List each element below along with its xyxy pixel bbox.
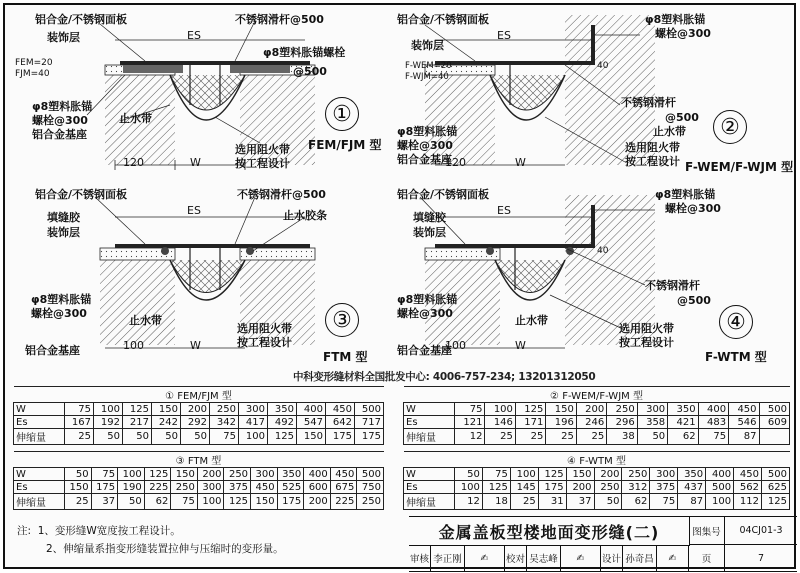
cell: 150 [546,403,576,416]
d4-label-anchor2: φ8塑料胀锚 [397,293,458,306]
d2-label-rod-spacing: @500 [665,111,699,124]
cell: 250 [224,468,251,481]
cell: 25 [65,429,94,445]
cell: 250 [357,494,384,510]
table-header: ③ FTM 型 [14,452,384,468]
cell: 400 [304,468,331,481]
cell: 38 [607,429,637,445]
note-item: 2、伸缩量系指变形缝装置拉伸与压缩时的变形量。 [46,543,284,555]
cell: 312 [622,481,650,494]
notes-prefix: 注: [17,525,32,537]
row-label: 伸缩量 [14,494,65,510]
cell: 250 [607,403,637,416]
d2-label-rod: 不锈钢滑杆 [621,96,676,109]
d3-label-seal-strip: 止水胶条 [283,209,327,222]
d3-label-design: 按工程设计 [237,336,292,349]
type-label-1: FEM/FJM 型 [308,138,382,152]
row-label: Es [404,481,455,494]
d2-label-panel: 铝合金/不锈钢面板 [397,13,490,26]
table-row [404,416,790,429]
review-label: 审核 [409,545,431,572]
d4-dim-100: 100 [445,339,466,352]
cell: 350 [268,403,297,416]
type-label-2: F-WEM/F-WJM 型 [685,160,794,174]
d1-label-panel: 铝合金/不锈钢面板 [35,13,128,26]
d1-label-anchor2: φ8塑料胀锚 [32,100,93,113]
d3-label-anchor: φ8塑料胀锚 [31,293,92,306]
table-header: ④ F-WTM 型 [404,452,790,468]
cell: 75 [171,494,198,510]
cell: 450 [330,468,357,481]
row-label: 伸缩量 [404,494,455,510]
cell: 300 [637,403,667,416]
cell: 342 [210,416,239,429]
d4-label-es: ES [497,204,511,217]
table-row [404,481,790,494]
cell: 200 [181,403,210,416]
title-block [409,516,797,572]
cell: 450 [729,403,759,416]
cell: 87 [678,494,706,510]
cell: 450 [734,468,762,481]
cell: 375 [650,481,678,494]
badge-2: ② [713,110,747,144]
cell: 150 [65,481,92,494]
cell: 246 [576,416,606,429]
cell: 121 [455,416,485,429]
table-row [404,468,790,481]
d2-label-es: ES [497,29,511,42]
cell: 609 [759,416,789,429]
cell: 50 [594,494,622,510]
cell: 250 [171,481,198,494]
cell: 50 [123,429,152,445]
cell: 500 [761,468,789,481]
cell: 350 [277,468,304,481]
table-row [404,494,790,510]
cell: 112 [734,494,762,510]
cell: 125 [144,468,171,481]
cell: 25 [65,494,92,510]
cell: 417 [239,416,268,429]
d1-label-finish: 装饰层 [47,31,80,44]
cell: 437 [678,481,706,494]
cell: 12 [455,494,483,510]
cell: 192 [94,416,123,429]
cell: 500 [357,468,384,481]
cell: 125 [761,494,789,510]
design-name: 孙奇昌 [623,545,657,572]
cell: 175 [91,481,118,494]
atlas-label: 图集号 [689,517,725,545]
cell: 100 [118,468,145,481]
table-row [404,429,790,445]
d3-label-rod: 不锈钢滑杆@500 [237,188,326,201]
d4-label-bolt: 螺栓@300 [665,202,721,215]
row-label: 伸缩量 [404,429,455,445]
check-label: 校对 [505,545,527,572]
cell: 75 [91,468,118,481]
cell: 375 [224,481,251,494]
table-row [14,468,384,481]
cell: 100 [455,481,483,494]
drawing-title: 金属盖板型楼地面变形缝(二) [409,517,690,546]
cell: 125 [538,468,566,481]
cell: 125 [482,481,510,494]
cell: 675 [330,481,357,494]
cell: 300 [650,468,678,481]
d3-label-panel: 铝合金/不锈钢面板 [35,188,128,201]
cell: 200 [566,481,594,494]
d3-label-bolt: 螺栓@300 [31,307,87,320]
d2-label-design: 按工程设计 [625,155,680,168]
cell: 167 [65,416,94,429]
page-number: 7 [725,545,797,572]
cell: 717 [355,416,384,429]
cell: 196 [546,416,576,429]
note-item: 1、变形缝W宽度按工程设计。 [37,525,181,537]
notes [17,522,284,558]
table-row [14,416,384,429]
d2-dim-w: W [515,156,526,169]
row-label: W [404,468,455,481]
cell: 125 [268,429,297,445]
cell: 450 [326,403,355,416]
cell: 75 [65,403,94,416]
table-header: ② F-WEM/F-WJM 型 [404,387,790,403]
d4-label-panel: 铝合金/不锈钢面板 [397,188,490,201]
d4-dim-w: W [515,339,526,352]
design-signature: ✍ [657,545,689,572]
page-label: 页 [689,545,725,572]
cell: 75 [455,403,485,416]
cell: 242 [152,416,181,429]
cell: 250 [622,468,650,481]
cell: 25 [485,429,515,445]
d2-label-anchor2: φ8塑料胀锚 [397,125,458,138]
d3-label-base: 铝合金基座 [25,344,80,357]
row-label: Es [404,416,455,429]
d4-label-waterstop: 止水带 [515,314,548,327]
cell: 292 [181,416,210,429]
d2-label-base: 铝合金基座 [397,153,452,166]
d1-dim-120: 120 [123,156,144,169]
d1-label-anchor: φ8塑料胀锚螺栓 [263,46,346,59]
cell: 200 [576,403,606,416]
spec-table-4 [403,451,790,510]
d1-label-fem: FEM=20 [15,58,53,68]
cell: 642 [326,416,355,429]
cell: 450 [251,481,278,494]
d3-dim-100: 100 [123,339,144,352]
cell: 150 [251,494,278,510]
cell: 150 [152,403,181,416]
cell: 225 [144,481,171,494]
row-label: Es [14,416,65,429]
cell: 50 [637,429,667,445]
drawing-sheet [3,3,796,569]
review-name: 李正刚 [431,545,465,572]
d4-label-base: 铝合金基座 [397,344,452,357]
d2-label-anchor: φ8塑料胀锚 [645,13,706,26]
cell: 525 [277,481,304,494]
cell: 75 [482,468,510,481]
table-row [14,481,384,494]
cell: 75 [650,494,678,510]
cell: 150 [171,468,198,481]
atlas-number: 04CJ01-3 [725,517,797,545]
cell: 350 [668,403,698,416]
d2-label-fwjm: F-WJM=40 [405,72,449,82]
cell: 31 [538,494,566,510]
table-header: ① FEM/FJM 型 [14,387,384,403]
cell: 62 [144,494,171,510]
d2-label-bolt2: 螺栓@300 [397,139,453,152]
cell: 37 [91,494,118,510]
cell: 500 [706,481,734,494]
d1-label-bolt: 螺栓@300 [32,114,88,127]
cell: 546 [729,416,759,429]
d1-label-waterstop: 止水带 [119,112,152,125]
spec-table-3 [13,451,384,510]
cell: 100 [94,403,123,416]
cell: 562 [734,481,762,494]
cell: 125 [515,403,545,416]
d1-label-es: ES [187,29,201,42]
cell: 37 [566,494,594,510]
cell: 87 [729,429,759,445]
cell: 250 [210,403,239,416]
cell: 500 [759,403,789,416]
cell: 483 [698,416,728,429]
cell: 125 [123,403,152,416]
type-label-3: FTM 型 [323,350,368,364]
cell [759,429,789,445]
badge-3: ③ [325,303,359,337]
design-label: 设计 [601,545,623,572]
table-row [404,403,790,416]
cell: 400 [706,468,734,481]
d1-dim-w: W [190,156,201,169]
cell: 25 [576,429,606,445]
cell: 171 [515,416,545,429]
cell: 200 [304,494,331,510]
row-label: W [14,403,65,416]
cell: 145 [510,481,538,494]
cell: 400 [297,403,326,416]
d1-label-firestop: 选用阻火带 [235,143,290,156]
cell: 217 [123,416,152,429]
d1-label-base: 铝合金基座 [32,128,87,141]
d4-label-design: 按工程设计 [619,336,674,349]
d4-label-bolt2: 螺栓@300 [397,307,453,320]
row-label: 伸缩量 [14,429,65,445]
d4-label-finish: 装饰层 [413,226,446,239]
cell: 62 [622,494,650,510]
d3-label-waterstop: 止水带 [129,314,162,327]
spec-table-2 [403,386,790,445]
d2-label-fwem: F-WEM=20 [405,61,452,71]
cell: 75 [210,429,239,445]
cell: 358 [637,416,667,429]
cell: 250 [594,481,622,494]
d2-label-firestop: 选用阻火带 [625,141,680,154]
cell: 547 [297,416,326,429]
d2-dim-40: 40 [597,61,609,71]
cell: 100 [197,494,224,510]
cell: 50 [118,494,145,510]
cell: 12 [455,429,485,445]
cell: 421 [668,416,698,429]
d3-label-firestop: 选用阻火带 [237,322,292,335]
d4-label-rod-spacing: @500 [677,294,711,307]
d3-label-finish: 装饰层 [47,226,80,239]
cell: 300 [197,481,224,494]
badge-1: ① [325,97,359,131]
d1-label-design: 按工程设计 [235,157,290,170]
d2-label-bolt: 螺栓@300 [655,27,711,40]
d3-label-es: ES [187,204,201,217]
cell: 492 [268,416,297,429]
table-row [14,429,384,445]
cell: 175 [277,494,304,510]
cell: 175 [326,429,355,445]
d4-dim-40: 40 [597,246,609,256]
cell: 300 [239,403,268,416]
detail-2 [425,15,655,165]
d4-label-anchor: φ8塑料胀锚 [655,188,716,201]
cell: 50 [65,468,92,481]
spec-table-1 [13,386,384,445]
cell: 150 [297,429,326,445]
cell: 50 [94,429,123,445]
review-signature: ✍ [465,545,505,572]
cell: 50 [181,429,210,445]
cell: 100 [706,494,734,510]
d4-label-sealant: 填缝胶 [413,211,446,224]
d2-dim-120: 120 [445,156,466,169]
cell: 125 [224,494,251,510]
d4-label-rod: 不锈钢滑杆 [645,279,700,292]
cell: 600 [304,481,331,494]
table-row [14,403,384,416]
check-name: 吴志峰 [527,545,561,572]
cell: 62 [668,429,698,445]
cell: 25 [515,429,545,445]
d1-label-rod: 不锈钢滑杆@500 [235,13,324,26]
cell: 625 [761,481,789,494]
d1-label-fjm: FJM=40 [15,69,50,79]
watermark-text: 中科变形缝材料全国批发中心: 4006-757-234; 13201312050 [293,371,596,383]
cell: 750 [357,481,384,494]
cell: 200 [197,468,224,481]
row-label: W [404,403,455,416]
d2-label-waterstop: 止水带 [653,125,686,138]
cell: 25 [510,494,538,510]
d1-label-anchor-spacing: @500 [293,65,327,78]
cell: 50 [455,468,483,481]
cell: 175 [355,429,384,445]
badge-4: ④ [719,305,753,339]
table-row [14,494,384,510]
cell: 100 [239,429,268,445]
d4-label-firestop: 选用阻火带 [619,322,674,335]
row-label: W [14,468,65,481]
cell: 400 [698,403,728,416]
cell: 50 [152,429,181,445]
cell: 190 [118,481,145,494]
cell: 75 [698,429,728,445]
check-signature: ✍ [561,545,601,572]
cell: 225 [330,494,357,510]
cell: 300 [251,468,278,481]
cell: 175 [538,481,566,494]
type-label-4: F-WTM 型 [705,350,767,364]
cell: 200 [594,468,622,481]
row-label: Es [14,481,65,494]
cell: 150 [566,468,594,481]
d3-label-sealant: 填缝胶 [47,211,80,224]
d2-label-finish: 装饰层 [411,39,444,52]
cell: 350 [678,468,706,481]
cell: 18 [482,494,510,510]
cell: 25 [546,429,576,445]
cell: 296 [607,416,637,429]
cell: 100 [485,403,515,416]
cell: 146 [485,416,515,429]
d3-dim-w: W [190,339,201,352]
cell: 100 [510,468,538,481]
cell: 500 [355,403,384,416]
